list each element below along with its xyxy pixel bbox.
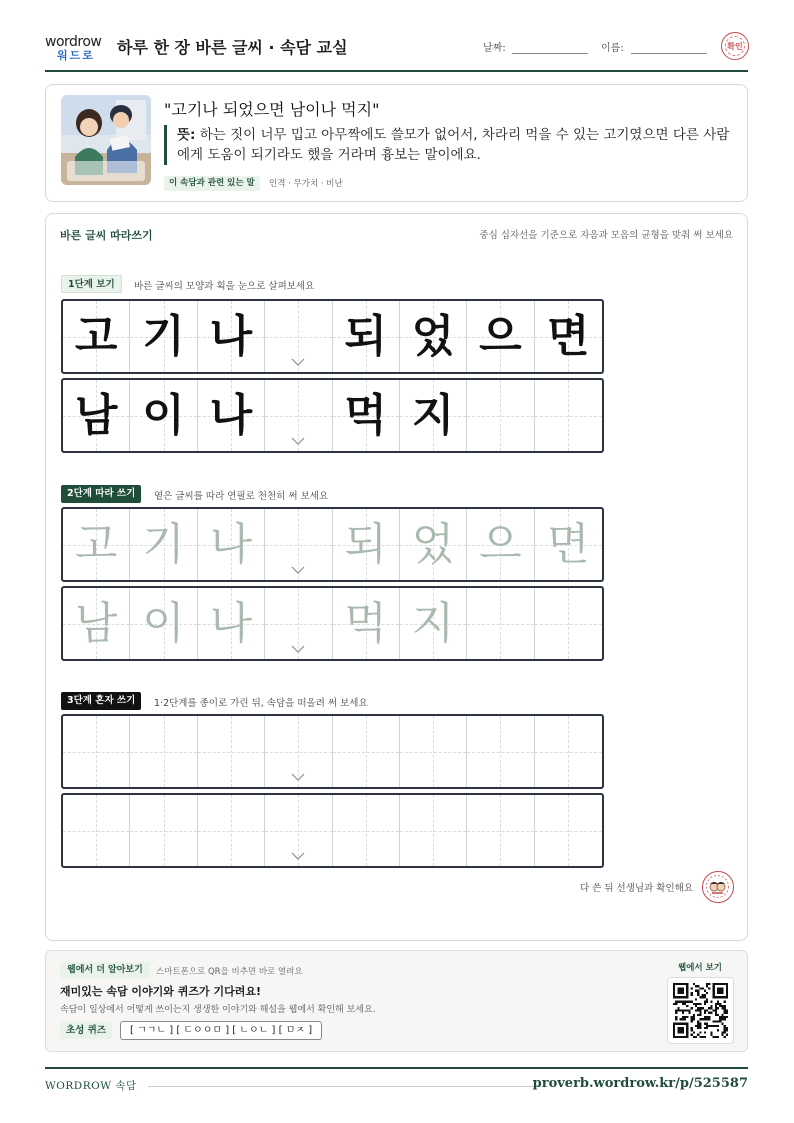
writing-cell[interactable] xyxy=(467,716,534,787)
writing-cell xyxy=(265,301,332,372)
writing-cell[interactable] xyxy=(333,509,400,580)
writing-grid-row xyxy=(61,378,604,453)
meaning-label: 뜻: xyxy=(177,127,196,143)
writing-cell[interactable] xyxy=(63,795,130,866)
writing-cell[interactable] xyxy=(198,509,265,580)
practice-character: 먹 xyxy=(344,597,387,649)
teacher-stamp-icon xyxy=(702,871,734,903)
quiz-label: 초성 퀴즈 xyxy=(60,1022,112,1039)
writing-cell xyxy=(63,380,130,451)
footer-url[interactable]: proverb.wordrow.kr/p/525587 xyxy=(532,1076,748,1091)
page-footer xyxy=(45,1067,748,1097)
writing-cell xyxy=(198,380,265,451)
practice-character: 나 xyxy=(209,389,253,441)
practice-character: 나 xyxy=(209,597,253,649)
practice-character: 고 xyxy=(74,310,118,362)
writing-cell xyxy=(467,380,534,451)
word-space-marker-icon xyxy=(291,773,305,781)
web-tag: 웹에서 더 알아보기 xyxy=(60,962,150,978)
writing-grid-row[interactable] xyxy=(61,507,604,582)
writing-grid-row xyxy=(61,299,604,374)
word-space-marker-icon xyxy=(291,437,305,445)
writing-cell xyxy=(400,301,467,372)
date-label: 날짜: xyxy=(483,43,506,54)
practice-character: 고 xyxy=(74,518,118,570)
practice-character: 으 xyxy=(479,310,522,362)
practice-character: 으 xyxy=(479,518,522,570)
writing-cell[interactable] xyxy=(400,716,467,787)
writing-cell[interactable] xyxy=(400,795,467,866)
logo-wordmark: wordrow xyxy=(45,34,102,50)
practice-character: 남 xyxy=(74,597,118,649)
practice-character: 남 xyxy=(74,389,118,441)
proverb-meaning xyxy=(164,125,734,165)
footer-brand: WORDROW 속담 xyxy=(45,1080,137,1092)
practice-character: 었 xyxy=(411,310,455,362)
writing-cell[interactable] xyxy=(130,716,197,787)
writing-cell xyxy=(400,380,467,451)
writing-cell[interactable] xyxy=(198,795,265,866)
writing-cell[interactable] xyxy=(265,795,332,866)
stamp-text: 확인 xyxy=(727,41,743,51)
step-1-label: 1단계 보기 xyxy=(61,275,122,293)
writing-cell xyxy=(130,380,197,451)
writing-cell[interactable] xyxy=(265,509,332,580)
writing-cell xyxy=(467,301,534,372)
writing-cell[interactable] xyxy=(400,509,467,580)
name-field[interactable] xyxy=(631,53,707,54)
qr-code[interactable] xyxy=(667,977,734,1044)
proverb-illustration xyxy=(61,95,151,185)
practice-character: 면 xyxy=(547,518,590,570)
writing-cell[interactable] xyxy=(130,509,197,580)
practice-title: 바른 글씨 따라쓰기 xyxy=(60,229,153,242)
step-2-desc: 옅은 글씨를 따라 연필로 천천히 써 보세요 xyxy=(154,491,329,502)
writing-cell[interactable] xyxy=(535,509,602,580)
practice-character: 었 xyxy=(411,518,455,570)
page-header xyxy=(45,30,748,72)
name-label: 이름: xyxy=(601,43,624,54)
writing-cell[interactable] xyxy=(130,588,197,659)
word-space-marker-icon xyxy=(291,566,305,574)
writing-cell[interactable] xyxy=(63,509,130,580)
footer-divider xyxy=(148,1086,536,1087)
initial-consonant-quiz: [ ㄱㄱㄴ ] [ ㄷㅇㅇㅁ ] [ ㄴㅇㄴ ] [ ㅁㅈ ] xyxy=(120,1021,322,1040)
writing-grid-row[interactable] xyxy=(61,586,604,661)
writing-cell[interactable] xyxy=(63,716,130,787)
step-3-desc: 1·2단계를 종이로 가린 뒤, 속담을 떠올려 써 보세요 xyxy=(154,698,368,709)
writing-cell xyxy=(333,301,400,372)
practice-character: 지 xyxy=(411,597,455,649)
writing-cell xyxy=(333,380,400,451)
word-space-marker-icon xyxy=(291,852,305,860)
step-3-label: 3단계 혼자 쓰기 xyxy=(61,692,141,710)
writing-cell xyxy=(535,380,602,451)
web-subtext: 스마트폰으로 QR을 비추면 바로 열려요 xyxy=(156,967,303,977)
writing-cell xyxy=(130,301,197,372)
proverb-quote: "고기나 되었으면 남이나 먹지" xyxy=(164,100,380,119)
proverb-card xyxy=(45,84,748,202)
teacher-check-note: 다 쓴 뒤 선생님과 확인해요 xyxy=(579,883,693,894)
writing-cell[interactable] xyxy=(198,716,265,787)
practice-character: 나 xyxy=(209,310,253,362)
logo-korean: 워드로 xyxy=(57,49,95,62)
qr-label: 웹에서 보기 xyxy=(678,963,723,973)
practice-hint: 중심 십자선을 기준으로 자음과 모음의 균형을 맞춰 써 보세요 xyxy=(479,230,733,241)
writing-cell[interactable] xyxy=(333,588,400,659)
web-headline: 재미있는 속담 이야기와 퀴즈가 기다려요! xyxy=(60,985,261,998)
date-field[interactable] xyxy=(512,53,588,54)
web-promo-box xyxy=(45,950,748,1052)
writing-grid-row[interactable] xyxy=(61,793,604,868)
writing-cell[interactable] xyxy=(333,716,400,787)
practice-character: 기 xyxy=(142,310,185,362)
writing-cell xyxy=(198,301,265,372)
practice-character: 나 xyxy=(209,518,253,570)
writing-cell[interactable] xyxy=(535,795,602,866)
writing-cell[interactable] xyxy=(265,716,332,787)
writing-cell[interactable] xyxy=(535,588,602,659)
writing-cell[interactable] xyxy=(467,795,534,866)
writing-cell[interactable] xyxy=(63,588,130,659)
meaning-text: 하는 짓이 너무 밉고 아무짝에도 쓸모가 없어서, 차라리 먹을 수 있는 고기였으면 다른 사람에게 도움이 되기라도 했을 거라며 흉보는 말이에요. xyxy=(177,127,730,163)
related-words: 인격 · 무가치 · 비난 xyxy=(269,179,343,189)
word-space-marker-icon xyxy=(291,645,305,653)
writing-cell[interactable] xyxy=(198,588,265,659)
check-stamp xyxy=(721,32,749,60)
writing-cell[interactable] xyxy=(130,795,197,866)
web-description: 속담이 일상에서 어떻게 쓰이는지 생생한 이야기와 해설을 웹에서 확인해 보세요. xyxy=(60,1005,376,1015)
writing-cell xyxy=(63,301,130,372)
writing-cell[interactable] xyxy=(535,716,602,787)
page-title: 하루 한 장 바른 글씨 · 속담 교실 xyxy=(117,38,348,57)
practice-character: 먹 xyxy=(344,389,387,441)
writing-grid-row[interactable] xyxy=(61,714,604,789)
practice-character: 이 xyxy=(142,597,185,649)
practice-character: 지 xyxy=(411,389,455,441)
step-2-label: 2단계 따라 쓰기 xyxy=(61,485,141,503)
step-1-desc: 바른 글씨의 모양과 획을 눈으로 살펴보세요 xyxy=(134,281,315,292)
writing-cell xyxy=(265,380,332,451)
practice-character: 기 xyxy=(142,518,185,570)
handwriting-practice xyxy=(45,213,748,941)
practice-character: 되 xyxy=(344,310,387,362)
related-words-tag: 이 속담과 관련 있는 말 xyxy=(164,176,260,191)
writing-cell[interactable] xyxy=(333,795,400,866)
word-space-marker-icon xyxy=(291,358,305,366)
writing-cell[interactable] xyxy=(467,588,534,659)
writing-cell[interactable] xyxy=(400,588,467,659)
practice-character: 면 xyxy=(547,310,590,362)
practice-character: 되 xyxy=(344,518,387,570)
writing-cell xyxy=(535,301,602,372)
practice-character: 이 xyxy=(142,389,185,441)
wordrow-logo xyxy=(45,32,107,64)
writing-cell[interactable] xyxy=(265,588,332,659)
writing-cell[interactable] xyxy=(467,509,534,580)
